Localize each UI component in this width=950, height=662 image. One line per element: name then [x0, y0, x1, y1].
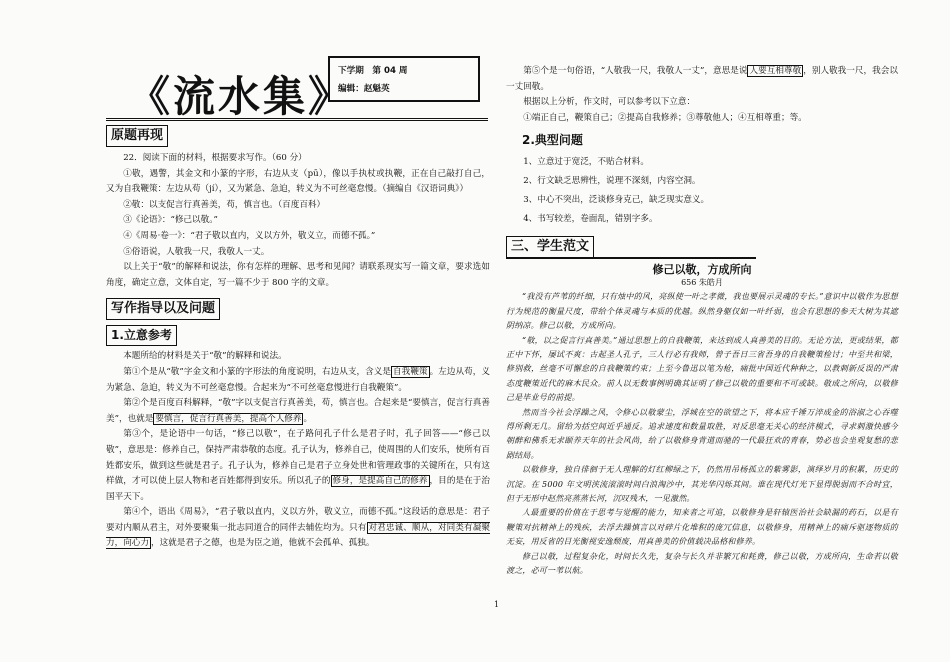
essay-paragraph-5: 人最重要的价值在于思考与觉醒的能力，知来者之可追，以敬修身是轩辕医治社会缺漏的药石，以是有鞭策对抗精神上的残疾，去浮去躁慎言以对碎片化堆积的庞冗信息，以敬修身，用精神上的痛斥驱逐物质的无妄，用反省的目光衡视安逸颓废，用真善美的价值载决品格和修养。	[506, 508, 898, 547]
section-heading-writing-guide: 写作指导以及问题	[106, 298, 220, 320]
guide-item-2	[106, 396, 490, 427]
guide-item-5-highlight: 人要互相尊敬	[749, 66, 802, 76]
essay-paragraph-2: “敬，以之促言行真善美。”通过思想上的自我鞭策，来达到成人真善美的目的。无论方法，更或结果，都正中下怀，屡试不爽：古起圣人孔子，三人行必有我师，曾子吾日三省吾身的自我鞭策检讨；中至共和梁，修别救，丝毫不可懈怠的自我鞭策约束；上至今鲁迅以笔为枪，痛批中国近代种种之，以教刺新反误的严肃态度鞭策近代的麻木民众。前人以无数事例明确其证明了修己以敬的重要和不可或缺。敬成之所向，以敬修己是毕业号的前提。	[506, 335, 898, 403]
section-heading-original-question: 原题再现	[106, 125, 168, 147]
essay-title: 修己以敬，方成所向	[652, 263, 752, 277]
essay-paragraph-1: “我没有芦苇的纤细，只有烛中的风，亮纵使一叶之孝微，我也要展示灵魂的专长。”意识中以敬作为思想行为规范的衡量尺度，带给个体灵魂与本质的优越。纵然身躯仅如一叶纤弱，也会有思想的参天大树为其遮阴纳凉。修己以敬，方成所向。	[506, 292, 898, 331]
question-intro: 22．阅读下面的材料，根据要求写作。（60 分）	[123, 153, 307, 163]
guide-item-2-highlight: 要慎言，促言行真善美，提高个人修养	[155, 413, 302, 424]
guide-item-2-text: 第②个是百度百科解释，“敬”字以支促言行真善美，苟，慎言也。合起来是“要慎言，促言行真善美”，也就是	[106, 398, 490, 424]
question-material-1: ①敬，遇警，其金文和小篆的字形，右边从支（pū），像以手执杖或执鞭，正在自己敲打自己，又为自我鞭策：左边从苟（jí），又为紧急、急迫，转义为不可丝毫怠慢。（摘编自《汉语词典》）	[106, 168, 490, 195]
page-number: 1	[494, 600, 500, 609]
essay-author: 656 朱皓月	[681, 278, 723, 288]
issue-term-week: 下学期 第 04 周	[338, 66, 408, 76]
question-material-4: ④《周易·卷一》：“君子敬以直内，义以方外，敬义立，而德不孤。”	[123, 230, 376, 241]
guide-item-5-tail: ，别人敬我一尺，我会以一丈回敬。	[506, 66, 898, 92]
problem-1: 1、立意过于宽泛，不贴合材料。	[523, 157, 649, 168]
problem-4: 4、书写较差，卷面乱，错别字多。	[523, 214, 658, 225]
guide-item-5	[506, 64, 898, 95]
problem-3: 3、中心不突出，泛谈修身克己，缺乏现实意义。	[523, 195, 710, 206]
guide-item-3-tail: ，目的是在于治国平天下。	[106, 476, 490, 502]
left-column	[106, 124, 490, 552]
guide-item-4-text: 第④个，语出《周易》，“君子敬以直内，义以方外，敬义立，而德不孤。”这段话的意思是：君子要对内顺从君主，对外要聚集一批志同道合的同伴去辅佐均为。只有	[106, 507, 490, 533]
guide-item-4-tail: ，这就是君子之德，也是为臣之道，他就不会孤单、孤独。	[150, 538, 375, 549]
issue-info-box	[328, 56, 480, 102]
guide-item-2-tail: 。	[303, 413, 313, 424]
essay-paragraph-6: 修己以敬，过程复杂化，时间长久先，复杂与长久并非繁冗和耗费，修己以敬，方成所向，生命若以敬渡之，必可一苇以航。	[506, 551, 898, 576]
right-column	[506, 64, 898, 579]
guide-topic-options: ①端正自己，鞭策自己；②提高自我修养；③尊敬他人；④互相尊重；等。	[523, 112, 807, 123]
guide-item-4	[106, 505, 490, 552]
guide-item-3-text: 第③个，是论语中一句话，“修己以敬”，在子路问孔子什么是君子时，孔子回答——“修己以敬”，意思是：修养自己，保持严肃恭敬的态度。孔子认为，修养自己，使周围的人们安乐，使所有百姓都安乐，做到这些就是君子。孔子认为，修养自己是君子立身处世和管理政事的关键所在，只有这样做，才可以使上层人物和老百姓都得到安乐。所以孔子的	[106, 429, 490, 487]
question-material-3: ③《论语》：“修己以敬。”	[123, 215, 218, 226]
section-heading-student-essay: 三、学生范文	[506, 236, 594, 257]
guide-item-3	[106, 427, 490, 505]
guide-intro: 本题所给的材料是关于“敬”的解释和说法。	[123, 351, 287, 362]
guide-item-1-text: 第①个是从“敬”字金文和小篆的字形法的角度说明，右边从支，含义是	[123, 366, 392, 377]
essay-paragraph-3: 然而当今社会浮躁之风，令修心以敬蒙尘，浮城在空的欲望之下，将本应千锤万淬成金的浴淑之心吞噬得所剩无几。留给为括空间近乎通反。追求速度和数量取胜，对反思毫无关心的经济模式，寻求刺激快感今朝醉和佛系无求颐养天年的社会风尚，给了以敬修身背道而驰的一代最狂欢的青春，势必也会坐观复愁的悲剧结局。	[506, 407, 898, 460]
guide-item-1-highlight: 自我鞭策	[393, 366, 428, 377]
guide-item-3-highlight: 修身，是提高自己的修养	[332, 476, 428, 487]
guide-item-1	[106, 365, 490, 396]
guide-item-1-tail: 。左边从苟，义为紧急、急迫，转义为不可丝毫怠慢。合起来为“不可丝毫怠慢进行自我鞭策”。	[106, 366, 490, 393]
question-material-2: ②敬：以支促言行真善美，苟，慎言也。（百度百科）	[123, 199, 326, 210]
masthead-rule	[106, 118, 488, 121]
question-material-5: ⑤俗语说，人敬我一尺，我敬人一丈。	[123, 246, 270, 257]
guide-item-5-text: 第⑤个是一句俗语，“人敬我一尺，我敬人一丈”，意思是说	[523, 66, 748, 76]
subheading-typical-problems: 2.典型问题	[522, 133, 583, 148]
guide-item-4-highlight: 对君忠诚、顺从，对同类有凝聚力，向心力	[106, 522, 490, 549]
guide-summary: 根据以上分析，作文时，可以参考以下立意：	[523, 97, 696, 108]
question-requirement: 以上关于“敬”的解释和说法，你有怎样的理解、思考和见闻？请联系现实写一篇文章，要求选如角度，确定立意，文体自定，写一篇不少于 800 字的文章。	[106, 262, 490, 288]
subheading-topic-reference: 1.立意参考	[106, 325, 177, 346]
essay-paragraph-4: 以敬修身，独自徘徊于无人理解的灯红柳绿之下，仍然用吊杨孤立的紫雾影，演绎岁月的积累，历史的沉淀。在 5000 年文明浃流滚滚时间白浪淘沙中，其光华闪烁其间。谁在现代灯光下显得脱弱而不合时宜，但于无形中赵然亮蒸蒸长河，沉叹残木，一见激然。	[506, 465, 898, 504]
issue-editor: 编辑：赵魁英	[338, 84, 390, 94]
problem-2: 2、行文缺乏思辨性，说理不深刻，内容空洞。	[523, 176, 701, 187]
masthead-title: 《流水集》	[128, 72, 354, 121]
